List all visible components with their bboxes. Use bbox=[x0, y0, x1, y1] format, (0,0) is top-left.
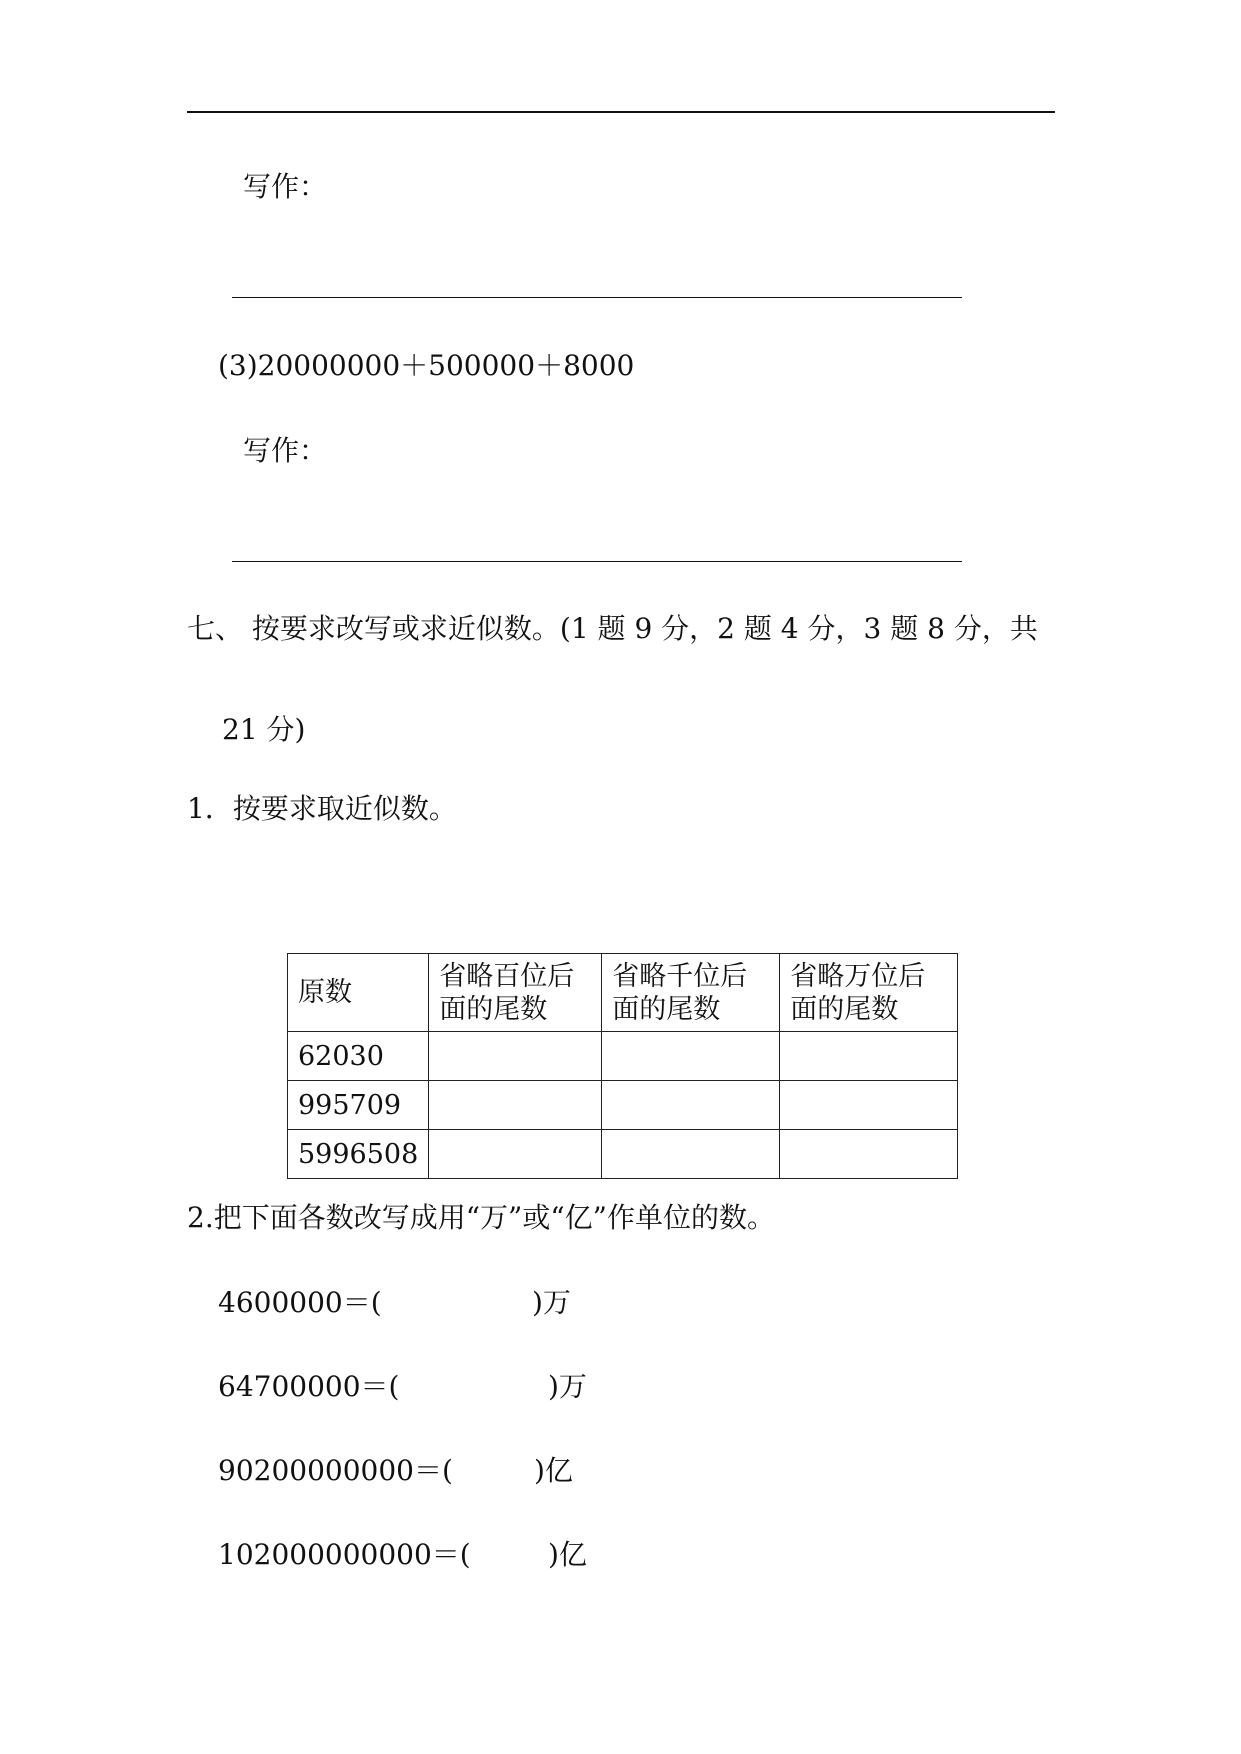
answer-cell[interactable] bbox=[602, 1130, 780, 1179]
q2-title: 2.把下面各数改写成用“万”或“亿”作单位的数。 bbox=[187, 1201, 775, 1234]
q2-item-3-right: )亿 bbox=[534, 1454, 573, 1487]
header-omit-ten-thousands: 省略万位后面的尾数 bbox=[780, 954, 958, 1032]
write-label-2: 写作： bbox=[243, 434, 328, 467]
answer-cell[interactable] bbox=[602, 1081, 780, 1130]
table-header-row bbox=[288, 954, 958, 1032]
q1-title: 1．按要求取近似数。 bbox=[187, 792, 457, 825]
table-row bbox=[288, 1081, 958, 1130]
table-row bbox=[288, 1032, 958, 1081]
section7-heading-line1: 七、 按要求改写或求近似数。(1 题 9 分，2 题 4 分，3 题 8 分，共 bbox=[187, 612, 1038, 645]
header-omit-thousands: 省略千位后面的尾数 bbox=[602, 954, 780, 1032]
header-original-number: 原数 bbox=[288, 954, 429, 1032]
part3-expression: (3)20000000＋500000＋8000 bbox=[218, 349, 635, 382]
answer-line-2[interactable] bbox=[232, 561, 962, 562]
approximation-table bbox=[287, 953, 958, 1179]
header-omit-hundreds: 省略百位后面的尾数 bbox=[429, 954, 602, 1032]
answer-cell[interactable] bbox=[780, 1032, 958, 1081]
answer-cell[interactable] bbox=[780, 1081, 958, 1130]
answer-cell[interactable] bbox=[429, 1032, 602, 1081]
write-label-1: 写作： bbox=[243, 170, 328, 203]
q2-item-2-left: 64700000＝( bbox=[218, 1370, 400, 1403]
q2-item-2-right: )万 bbox=[548, 1370, 587, 1403]
cell-original: 5996508 bbox=[288, 1130, 429, 1179]
q2-item-3-left: 90200000000＝( bbox=[218, 1454, 453, 1487]
answer-cell[interactable] bbox=[429, 1130, 602, 1179]
top-rule bbox=[187, 111, 1055, 113]
q2-item-4-left: 102000000000＝( bbox=[218, 1538, 471, 1571]
cell-original: 62030 bbox=[288, 1032, 429, 1081]
answer-line-1[interactable] bbox=[232, 297, 962, 298]
cell-original: 995709 bbox=[288, 1081, 429, 1130]
q2-item-4-right: )亿 bbox=[548, 1538, 587, 1571]
answer-cell[interactable] bbox=[429, 1081, 602, 1130]
answer-cell[interactable] bbox=[602, 1032, 780, 1081]
q2-item-1-right: )万 bbox=[532, 1286, 571, 1319]
answer-cell[interactable] bbox=[780, 1130, 958, 1179]
section7-heading-line2: 21 分) bbox=[222, 713, 306, 746]
table-row bbox=[288, 1130, 958, 1179]
q2-item-1-left: 4600000＝( bbox=[218, 1286, 382, 1319]
